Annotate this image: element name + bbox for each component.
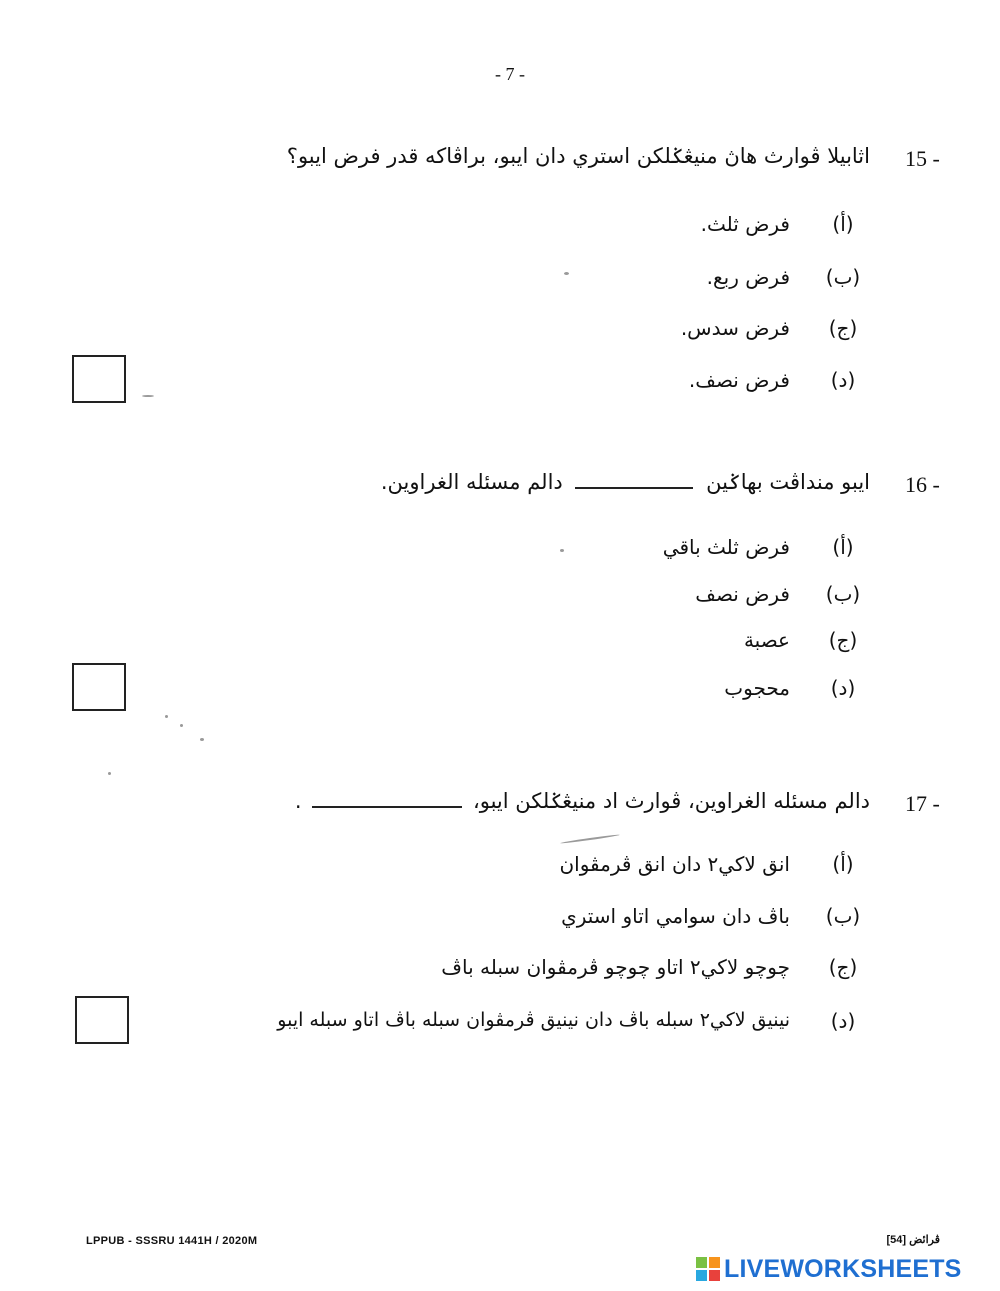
q16-option-a-text: فرض ثلث باقي <box>662 535 790 559</box>
q16-option-b-text: فرض نصف <box>695 582 790 606</box>
q15-option-a-letter: (أ) <box>832 212 854 236</box>
q17-option-b-text: باڤ دان سوامي اتاو استري <box>561 904 790 928</box>
page-number: - 7 - <box>495 64 525 84</box>
question-16-text-after: دالم مسئله الغراوين. <box>380 470 563 494</box>
q15-option-d-text: فرض نصف. <box>688 368 790 392</box>
scan-speck <box>180 724 183 727</box>
q17-answer-box[interactable] <box>75 996 129 1044</box>
q16-option-d-letter: (د) <box>830 676 856 700</box>
q16-answer-box[interactable] <box>72 663 126 711</box>
q16-option-d-text: محجوب <box>724 676 790 700</box>
liveworksheets-logo-icon <box>696 1257 720 1281</box>
scan-speck <box>560 834 620 844</box>
question-15-text: اثابيلا ڤوارث هاڽ منيڠݢلكن استري دان ايبو، براڤاكه قدر فرض ايبو؟ <box>286 144 870 168</box>
question-16-text <box>381 470 870 494</box>
footer-subject: ڤرائض [54] <box>886 1234 940 1246</box>
q15-option-c-letter: (ج) <box>828 316 858 340</box>
question-17-text-after: . <box>294 789 302 813</box>
question-16-text-before: ايبو منداڤت بهاݢين <box>706 470 870 494</box>
q15-option-c-text: فرض سدس. <box>680 316 790 340</box>
q16-option-a-letter: (أ) <box>832 535 854 559</box>
footer-publisher: LPPUB - SSSRU 1441H / 2020M <box>86 1235 258 1247</box>
q15-answer-box[interactable] <box>72 355 126 403</box>
q16-option-c-letter: (ج) <box>828 628 858 652</box>
q17-option-c-text: چوچو لاكي٢ اتاو چوچو ڤرمڤوان سبله باڤ <box>441 955 790 979</box>
q17-option-c-letter: (ج) <box>828 955 858 979</box>
q15-option-b-letter: (ب) <box>825 265 861 289</box>
question-17-text <box>295 789 870 813</box>
scan-speck <box>564 272 569 275</box>
q17-option-d-text: نينيق لاكي٢ سبله باڤ دان نينيق ڤرمڤوان سبله باڤ اتاو سبله ايبو <box>277 1009 790 1031</box>
q17-option-d-letter: (د) <box>830 1009 856 1033</box>
scan-speck <box>200 738 204 741</box>
q15-option-a-text: فرض ثلث. <box>700 212 790 236</box>
question-16-number: 16 - <box>905 472 940 497</box>
question-17-number: 17 - <box>905 791 940 816</box>
q15-option-d-letter: (د) <box>830 368 856 392</box>
question-17-blank <box>312 805 462 808</box>
scan-speck <box>142 395 154 397</box>
liveworksheets-wordmark: LIVEWORKSHEETS <box>724 1254 962 1283</box>
question-17-text-before: دالم مسئله الغراوين، ڤوارث اد منيڠݢلكن ايبو، <box>472 789 870 813</box>
q17-option-b-letter: (ب) <box>825 904 861 928</box>
question-15-number: 15 - <box>905 146 940 171</box>
q17-option-a-letter: (أ) <box>832 852 854 876</box>
scan-speck <box>165 715 168 718</box>
question-16-blank <box>575 486 693 489</box>
q15-option-b-text: فرض ربع. <box>706 265 790 289</box>
q17-option-a-text: انق لاكي٢ دان انق ڤرمڤوان <box>559 852 790 876</box>
liveworksheets-brand[interactable] <box>696 1254 962 1284</box>
q16-option-b-letter: (ب) <box>825 582 861 606</box>
q16-option-c-text: عصبة <box>743 628 790 652</box>
scan-speck <box>560 549 564 552</box>
scan-speck <box>108 772 111 775</box>
